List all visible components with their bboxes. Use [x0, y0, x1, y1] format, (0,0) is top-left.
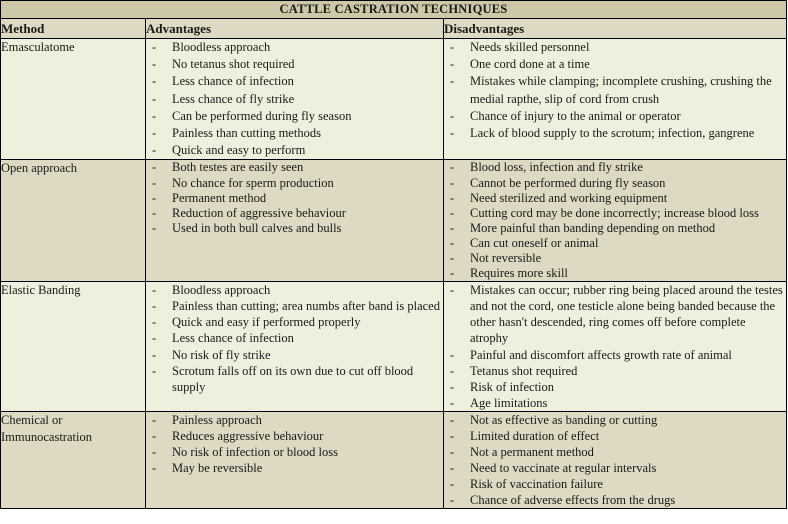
- bullet-item: - Less chance of infection: [146, 330, 443, 346]
- bullet-list: [146, 160, 443, 235]
- method-name: [1, 411, 146, 509]
- bullet-item: - Mistakes can occur; rubber ring being placed around the testes and not the cord, one testicle alone being banded because the other hasn't descended, ring comes off before complete atrophy: [444, 282, 786, 346]
- bullet-item: - Risk of vaccination failure: [444, 476, 786, 492]
- column-header-disadvantages: Disadvantages: [444, 19, 787, 39]
- bullet-item: - Permanent method: [146, 191, 443, 206]
- bullet-item: - No risk of infection or blood loss: [146, 444, 443, 460]
- bullet-item: - Risk of infection: [444, 379, 786, 395]
- bullet-item: - Lack of blood supply to the scrotum; infection, gangrene: [444, 125, 786, 142]
- column-header-advantages: Advantages: [146, 19, 444, 39]
- method-name: [1, 160, 146, 282]
- bullet-item: - Painful and discomfort affects growth rate of animal: [444, 347, 786, 363]
- bullet-item: - Quick and easy if performed properly: [146, 314, 443, 330]
- bullet-item: - Blood loss, infection and fly strike: [444, 160, 786, 175]
- method-name: [1, 39, 146, 160]
- bullet-list: [444, 282, 786, 411]
- bullet-item: - Mistakes while clamping; incomplete crushing, crushing the medial rapthe, slip of cord from crush: [444, 73, 786, 107]
- bullet-item: - Quick and easy to perform: [146, 142, 443, 159]
- method-name-line: Emasculatome: [1, 40, 75, 54]
- table-title: CATTLE CASTRATION TECHNIQUES: [1, 1, 787, 19]
- bullet-item: - Limited duration of effect: [444, 428, 786, 444]
- bullet-list: [444, 412, 786, 509]
- table-title-row: [1, 1, 787, 19]
- bullet-item: - One cord done at a time: [444, 56, 786, 73]
- disadvantages-list: [444, 160, 787, 282]
- bullet-list: [146, 39, 443, 159]
- bullet-item: - Can cut oneself or animal: [444, 236, 786, 251]
- bullet-item: - Bloodless approach: [146, 282, 443, 298]
- bullet-item: - May be reversible: [146, 460, 443, 476]
- method-name-line: Immunocastration: [1, 429, 92, 444]
- table-header-row: [1, 19, 787, 39]
- bullet-item: - No chance for sperm production: [146, 176, 443, 191]
- bullet-item: - Need sterilized and working equipment: [444, 191, 786, 206]
- method-name-line: Elastic Banding: [1, 283, 81, 298]
- bullet-item: - Reduction of aggressive behaviour: [146, 206, 443, 221]
- bullet-item: - Chance of injury to the animal or operator: [444, 108, 786, 125]
- bullet-item: - Not a permanent method: [444, 444, 786, 460]
- advantages-list: [146, 39, 444, 160]
- bullet-item: - No risk of fly strike: [146, 347, 443, 363]
- bullet-item: - Cutting cord may be done incorrectly; increase blood loss: [444, 206, 786, 221]
- bullet-item: - Less chance of fly strike: [146, 91, 443, 108]
- bullet-item: - Scrotum falls off on its own due to cut off blood supply: [146, 363, 443, 395]
- bullet-item: - Painless than cutting; area numbs after band is placed: [146, 298, 443, 314]
- bullet-item: - Reduces aggressive behaviour: [146, 428, 443, 444]
- method-name-line: Chemical or: [1, 412, 63, 427]
- bullet-item: - More painful than banding depending on method: [444, 221, 786, 236]
- bullet-list: [444, 160, 786, 281]
- bullet-item: - Used in both bull calves and bulls: [146, 221, 443, 236]
- bullet-item: - Less chance of infection: [146, 73, 443, 90]
- bullet-item: - Need to vaccinate at regular intervals: [444, 460, 786, 476]
- bullet-item: - Requires more skill: [444, 266, 786, 281]
- bullet-item: - Painless approach: [146, 412, 443, 428]
- method-name-line: Open approach: [1, 161, 78, 176]
- bullet-item: - Chance of adverse effects from the drugs: [444, 492, 786, 508]
- column-header-method: Method: [1, 19, 146, 39]
- bullet-item: - No tetanus shot required: [146, 56, 443, 73]
- bullet-item: - Not as effective as banding or cutting: [444, 412, 786, 428]
- disadvantages-list: [444, 39, 787, 160]
- bullet-item: - Bloodless approach: [146, 39, 443, 56]
- table-row: [1, 39, 787, 160]
- bullet-item: - Can be performed during fly season: [146, 108, 443, 125]
- bullet-item: - Age limitations: [444, 395, 786, 411]
- disadvantages-list: [444, 282, 787, 412]
- table-row: [1, 411, 787, 509]
- bullet-item: - Not reversible: [444, 251, 786, 266]
- bullet-item: - Needs skilled personnel: [444, 39, 786, 56]
- bullet-list: [444, 39, 786, 142]
- bullet-item: - Tetanus shot required: [444, 363, 786, 379]
- table-row: [1, 282, 787, 412]
- disadvantages-list: [444, 411, 787, 509]
- bullet-item: - Both testes are easily seen: [146, 160, 443, 175]
- advantages-list: [146, 160, 444, 282]
- bullet-list: [146, 412, 443, 476]
- advantages-list: [146, 411, 444, 509]
- bullet-list: [146, 282, 443, 395]
- advantages-list: [146, 282, 444, 412]
- table-row: [1, 160, 787, 282]
- bullet-item: - Painless than cutting methods: [146, 125, 443, 142]
- method-name: [1, 282, 146, 412]
- bullet-item: - Cannot be performed during fly season: [444, 176, 786, 191]
